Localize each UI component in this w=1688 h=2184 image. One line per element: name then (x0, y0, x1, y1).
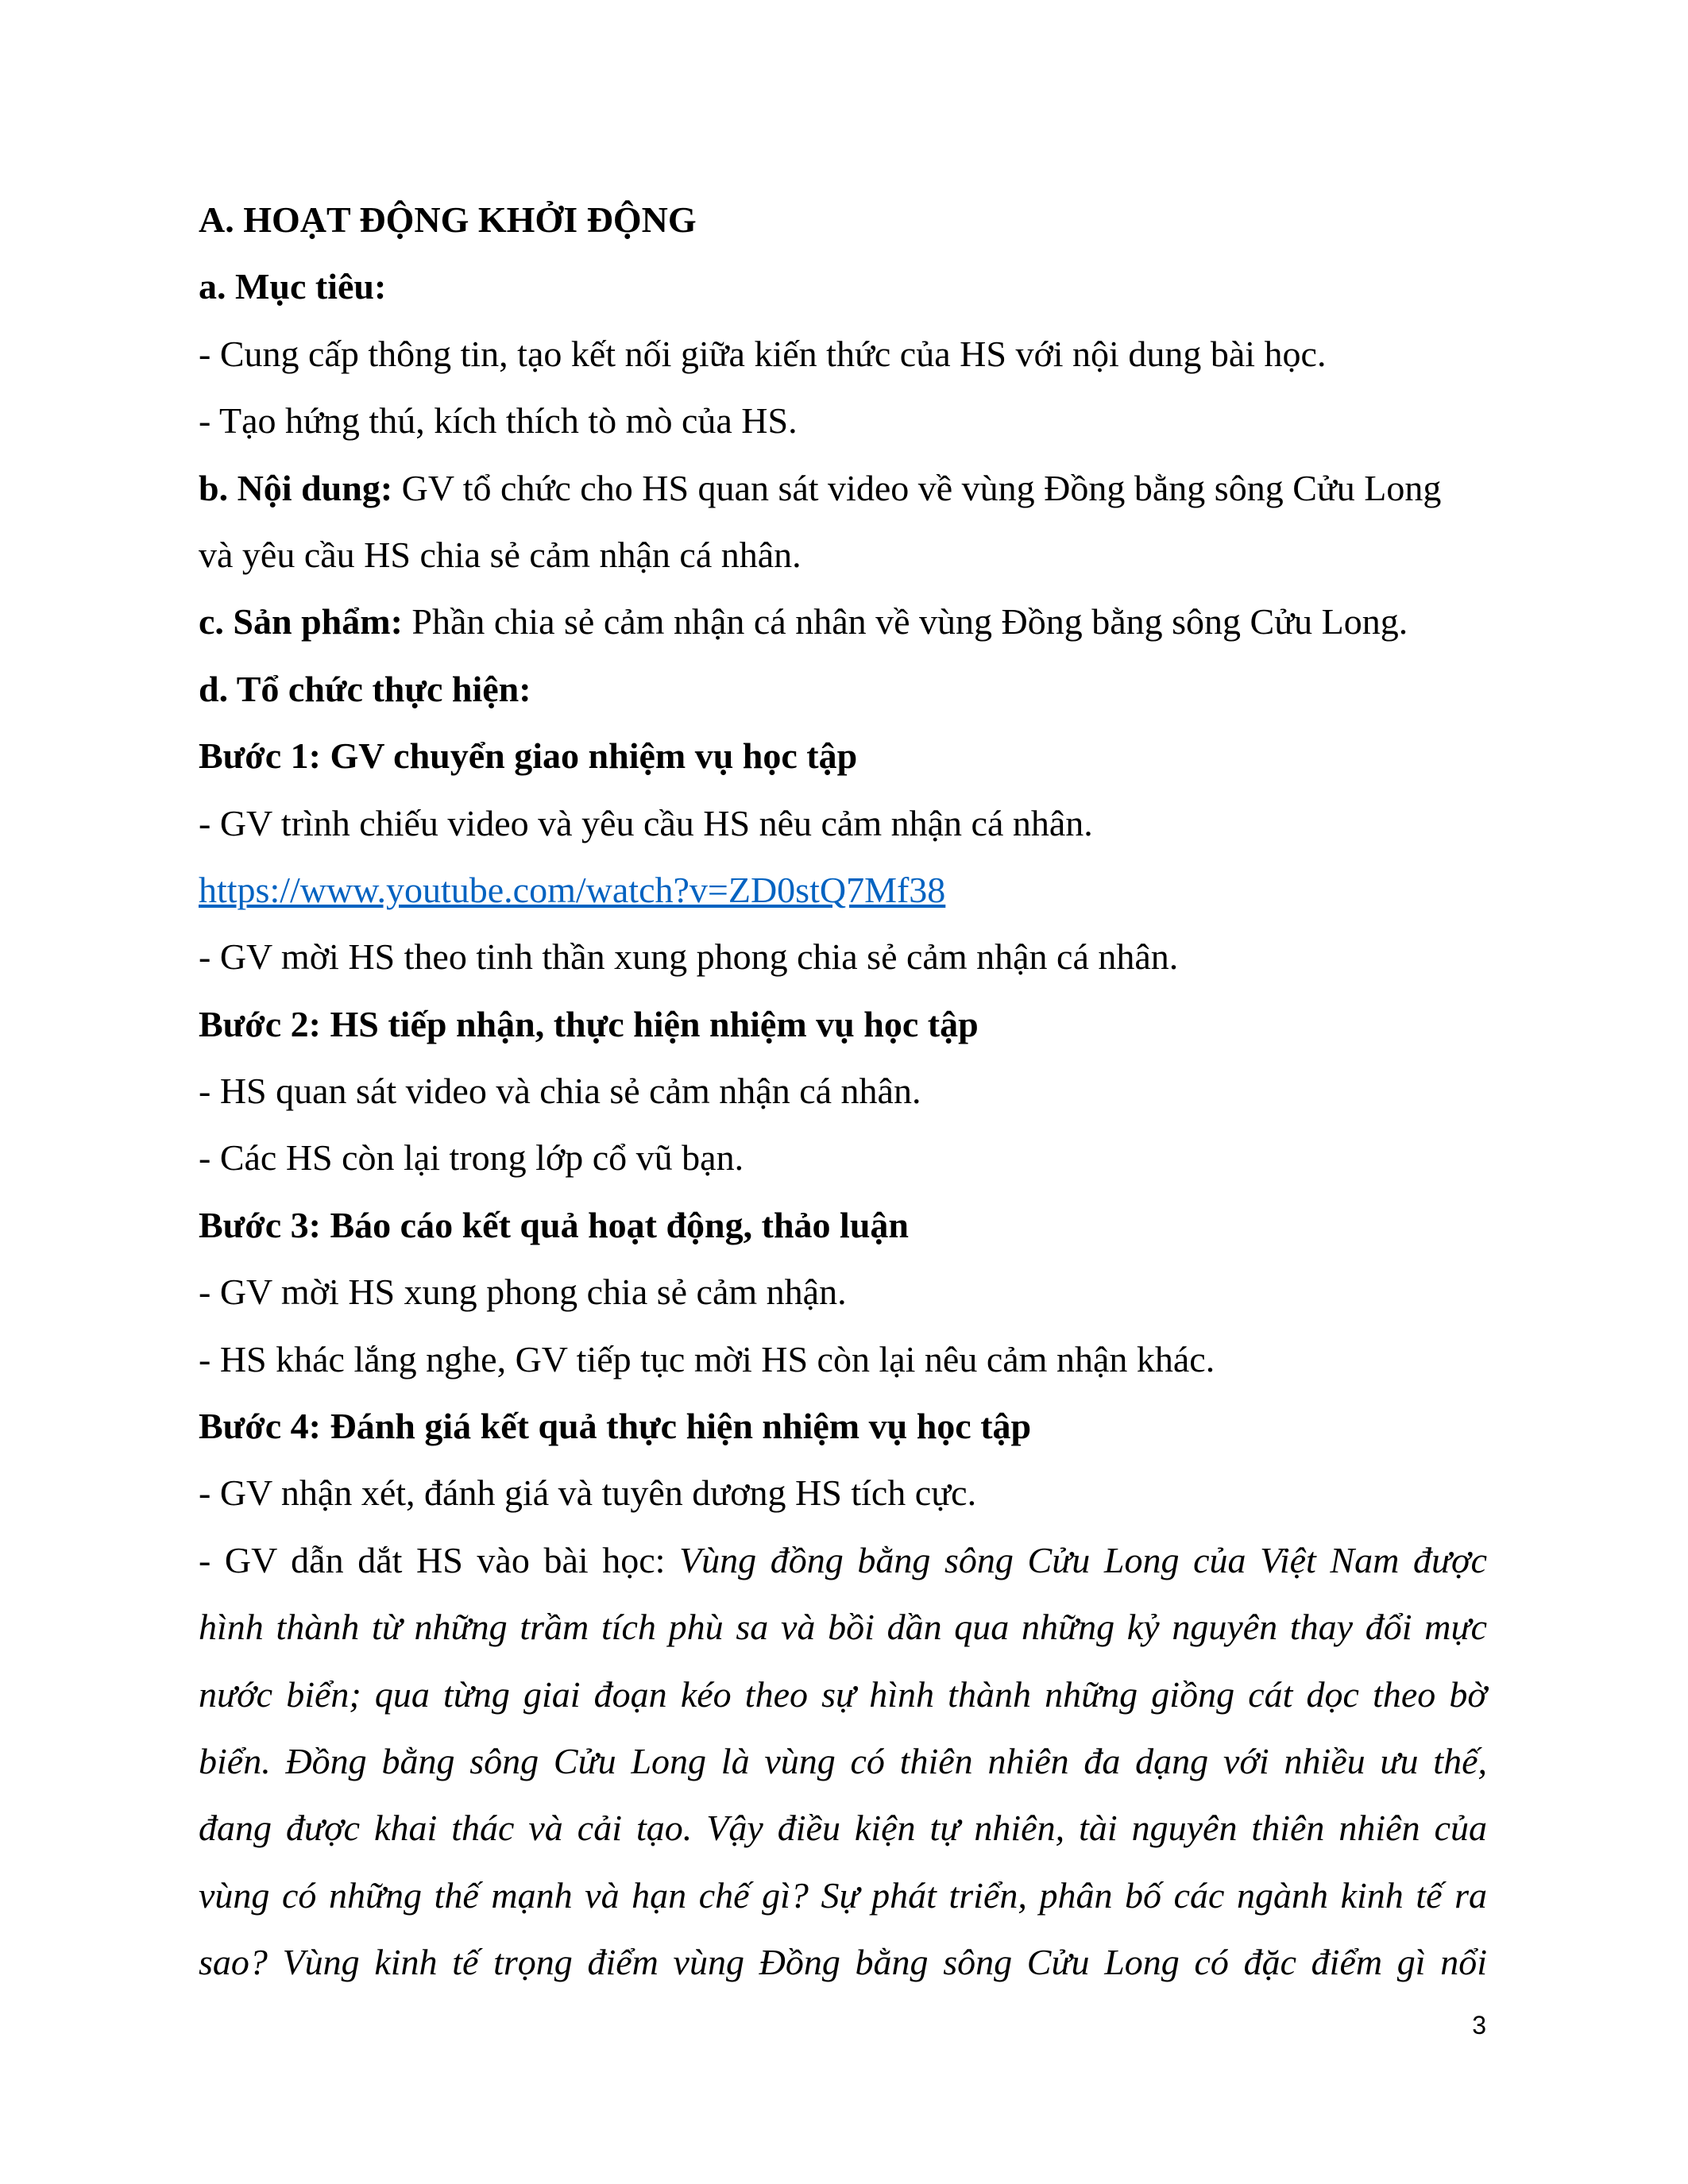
step3-title: Bước 3: Báo cáo kết quả hoạt động, thảo luận (199, 1204, 909, 1245)
step1-item: - GV trình chiếu video và yêu cầu HS nêu cảm nhận cá nhân. (199, 802, 1093, 843)
content-label: b. Nội dung: (199, 467, 393, 508)
step1-item: - GV mời HS theo tinh thần xung phong chia sẻ cảm nhận cá nhân. (199, 936, 1179, 978)
objective-item: - Cung cấp thông tin, tạo kết nối giữa kiến thức của HS với nội dung bài học. (199, 333, 1327, 374)
content-paragraph (199, 455, 1487, 522)
intro-line (199, 1527, 1487, 1594)
step4-title: Bước 4: Đánh giá kết quả thực hiện nhiệm vụ học tập (199, 1406, 1032, 1447)
content-text: GV tổ chức cho HS quan sát video về vùng Đồng bằng sông Cửu Long (392, 467, 1442, 508)
page-number: 3 (1472, 2011, 1486, 2039)
intro-text: - GV dẫn dắt HS vào bài học: (199, 1539, 680, 1580)
content-text-cont: và yêu cầu HS chia sẻ cảm nhận cá nhân. (199, 534, 802, 575)
step2-title: Bước 2: HS tiếp nhận, thực hiện nhiệm vụ học tập (199, 1003, 979, 1044)
objectives-label: a. Mục tiêu: (199, 266, 387, 307)
section-heading: A. HOẠT ĐỘNG KHỞI ĐỘNG (199, 199, 697, 240)
product-paragraph (199, 588, 1487, 655)
step1-title: Bước 1: GV chuyển giao nhiệm vụ học tập (199, 735, 858, 777)
video-link[interactable]: https://www.youtube.com/watch?v=ZD0stQ7Mf38 (199, 869, 946, 910)
intro-italic-line: sao? Vùng kinh tế trọng điểm vùng Đồng bằng sông Cửu Long có đặc điểm gì nổi (199, 1942, 1487, 1983)
product-label: c. Sản phẩm: (199, 601, 403, 642)
step3-item: - GV mời HS xung phong chia sẻ cảm nhận. (199, 1271, 847, 1313)
document-page (199, 187, 1487, 1997)
implementation-label: d. Tổ chức thực hiện: (199, 668, 531, 709)
step2-item: - Các HS còn lại trong lớp cổ vũ bạn. (199, 1137, 744, 1179)
intro-italic-line: hình thành từ những trầm tích phù sa và bồi dần qua những kỷ nguyên thay đổi mực (199, 1607, 1487, 1648)
product-text: Phần chia sẻ cảm nhận cá nhân về vùng Đồng bằng sông Cửu Long. (402, 601, 1408, 642)
step4-item: - GV nhận xét, đánh giá và tuyên dương HS tích cực. (199, 1472, 977, 1514)
step2-item: - HS quan sát video và chia sẻ cảm nhận cá nhân. (199, 1071, 921, 1112)
intro-italic: Vùng đồng bằng sông Cửu Long của Việt Nam được (679, 1539, 1488, 1580)
intro-italic-line: vùng có những thế mạnh và hạn chế gì? Sự phát triển, phân bố các ngành kinh tế ra (199, 1874, 1487, 1916)
intro-italic-line: đang được khai thác và cải tạo. Vậy điều kiện tự nhiên, tài nguyên thiên nhiên của (199, 1808, 1487, 1849)
intro-italic-line: biển. Đồng bằng sông Cửu Long là vùng có thiên nhiên đa dạng với nhiều ưu thế, (199, 1740, 1487, 1781)
step3-item: - HS khác lắng nghe, GV tiếp tục mời HS còn lại nêu cảm nhận khác. (199, 1338, 1215, 1379)
intro-italic-line: nước biển; qua từng giai đoạn kéo theo sự hình thành những giồng cát dọc theo bờ (199, 1673, 1487, 1715)
objective-item: - Tạo hứng thú, kích thích tò mò của HS. (199, 400, 798, 442)
